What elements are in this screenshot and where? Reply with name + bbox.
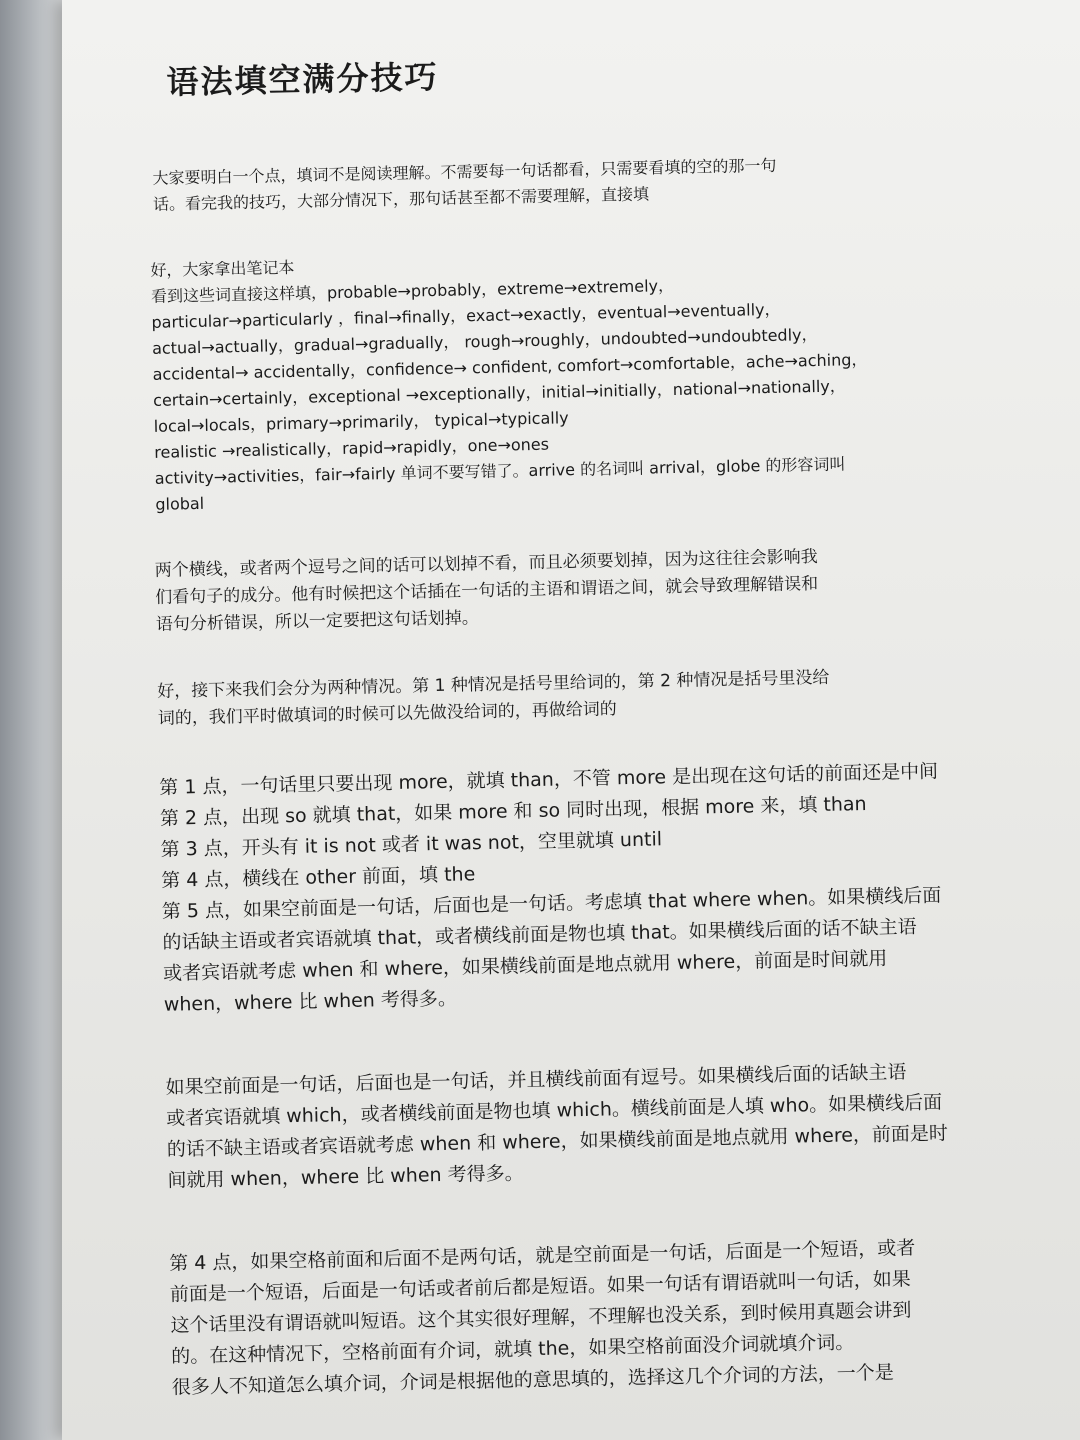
word-list-line: activity→activities，fair→fairly 单词不要写错了。arrive 的名词叫 arrival，globe 的形容词叫 bbox=[154, 454, 846, 488]
point-line: when，where 比 when 考得多。 bbox=[163, 987, 458, 1016]
points-paragraph bbox=[159, 756, 984, 1021]
page-title: 语法填空满分技巧 bbox=[166, 57, 439, 102]
point-line: 的话缺主语或者宾语就填 that，或者横线前面是物也填 that。如果横线后面的话不缺主语 bbox=[162, 916, 917, 954]
paragraph-line: 前面是一个短语，后面是一句话或者前后都是短语。如果一句话有谓语就叫一句话，如果 bbox=[169, 1268, 911, 1306]
word-list-line: local→locals，primary→primarily， typical→typically bbox=[153, 408, 569, 436]
paragraph-line: 这个话里没有谓语就叫短语。这个其实很好理解，不理解也没关系，到时候用真题会讲到 bbox=[170, 1299, 912, 1337]
point-line: 第 4 点，横线在 other 前面，填 the bbox=[161, 863, 476, 892]
point-line: 第 3 点，开头有 it is not 或者 it was not，空里就填 until bbox=[160, 828, 663, 861]
book-binding-shadow bbox=[0, 0, 62, 1440]
word-list-line: 看到这些词直接这样填，probable→probably，extreme→extremely， bbox=[150, 275, 675, 306]
paragraph-line: 两个横线，或者两个逗号之间的话可以划掉不看，而且必须要划掉，因为这往往会影响我 bbox=[154, 547, 818, 581]
comma-rule-paragraph bbox=[165, 1056, 987, 1197]
paragraph-line: 如果空前面是一句话，后面也是一句话，并且横线前面有逗号。如果横线后面的话缺主语 bbox=[165, 1061, 907, 1099]
point-line: 第 1 点，一句话里只要出现 more，就填 than，不管 more 是出现在这句话的前面还是中间 bbox=[159, 760, 939, 799]
word-list-line: actual→actually，gradual→gradually， rough→roughly，undoubted→undoubtedly， bbox=[151, 324, 818, 358]
point-line: 或者宾语就考虑 when 和 where，如果横线前面是地点就用 where，前面是时间就用 bbox=[162, 947, 888, 985]
document-page bbox=[62, 0, 1080, 1440]
word-list-line: global bbox=[155, 493, 205, 514]
paragraph-line: 词的，我们平时做填词的时候可以先做没给词的，再做给词的 bbox=[157, 699, 617, 729]
paragraph-line: 或者宾语就填 which，或者横线前面是物也填 which。横线前面是人填 who。如果横线后面 bbox=[165, 1091, 943, 1130]
word-list-line: accidental→ accidentally，confidence→ confident, comfort→comfortable，ache→aching， bbox=[152, 349, 868, 384]
paragraph-line: 好，接下来我们会分为两种情况。第 1 种情况是括号里给词的，第 2 种情况是括号里没给 bbox=[157, 667, 830, 702]
word-list-paragraph bbox=[150, 241, 973, 518]
phrase-rule-paragraph bbox=[169, 1232, 992, 1404]
paragraph-line: 第 4 点，如果空格前面和后面不是两句话，就是空前面是一句话，后面是一个短语，或者 bbox=[169, 1237, 916, 1275]
point-line: 第 5 点，如果空前面是一句话，后面也是一句话。考虑填 that where when。如果横线后面 bbox=[161, 884, 942, 923]
dash-rule-paragraph bbox=[154, 541, 976, 639]
word-list-line: particular→particularly ，final→finally，exact→exactly，eventual→eventually， bbox=[151, 299, 781, 332]
paragraph-line: 们看句子的成分。他有时候把这个话插在一句话的主语和谓语之间，就会导致理解错误和 bbox=[155, 573, 819, 608]
word-list-line: 好，大家拿出笔记本 bbox=[150, 257, 295, 280]
paragraph-line: 很多人不知道怎么填介词，介词是根据他的意思填的，选择这几个介词的方法，一个是 bbox=[171, 1361, 894, 1399]
point-line: 第 2 点，出现 so 就填 that，如果 more 和 so 同时出现，根据 more 来，填 than bbox=[159, 793, 867, 830]
intro-line: 话。看完我的技巧，大部分情况下，那句话甚至都不需要理解，直接填 bbox=[152, 184, 650, 214]
paragraph-line: 语句分析错误，所以一定要把这句话划掉。 bbox=[155, 608, 480, 635]
intro-paragraph bbox=[152, 149, 967, 218]
paragraph-line: 的话不缺主语或者宾语就考虑 when 和 where，如果横线前面是地点就用 where，前面是时 bbox=[166, 1122, 949, 1161]
word-list-line: certain→certainly，exceptional →exceptionally，initial→initially，national→nationally， bbox=[152, 376, 846, 410]
paragraph-line: 的。在这种情况下，空格前面有介词，就填 the，如果空格前面没介词就填介词。 bbox=[170, 1331, 855, 1368]
page-content bbox=[144, 41, 993, 1430]
intro-line: 大家要明白一个点，填词不是阅读理解。不需要每一句话都看，只需要看填的空的那一句 bbox=[152, 155, 777, 188]
word-list-line: realistic →realistically，rapid→rapidly，one→ones bbox=[154, 434, 550, 462]
paragraph-line: 间就用 when，where 比 when 考得多。 bbox=[167, 1162, 524, 1192]
